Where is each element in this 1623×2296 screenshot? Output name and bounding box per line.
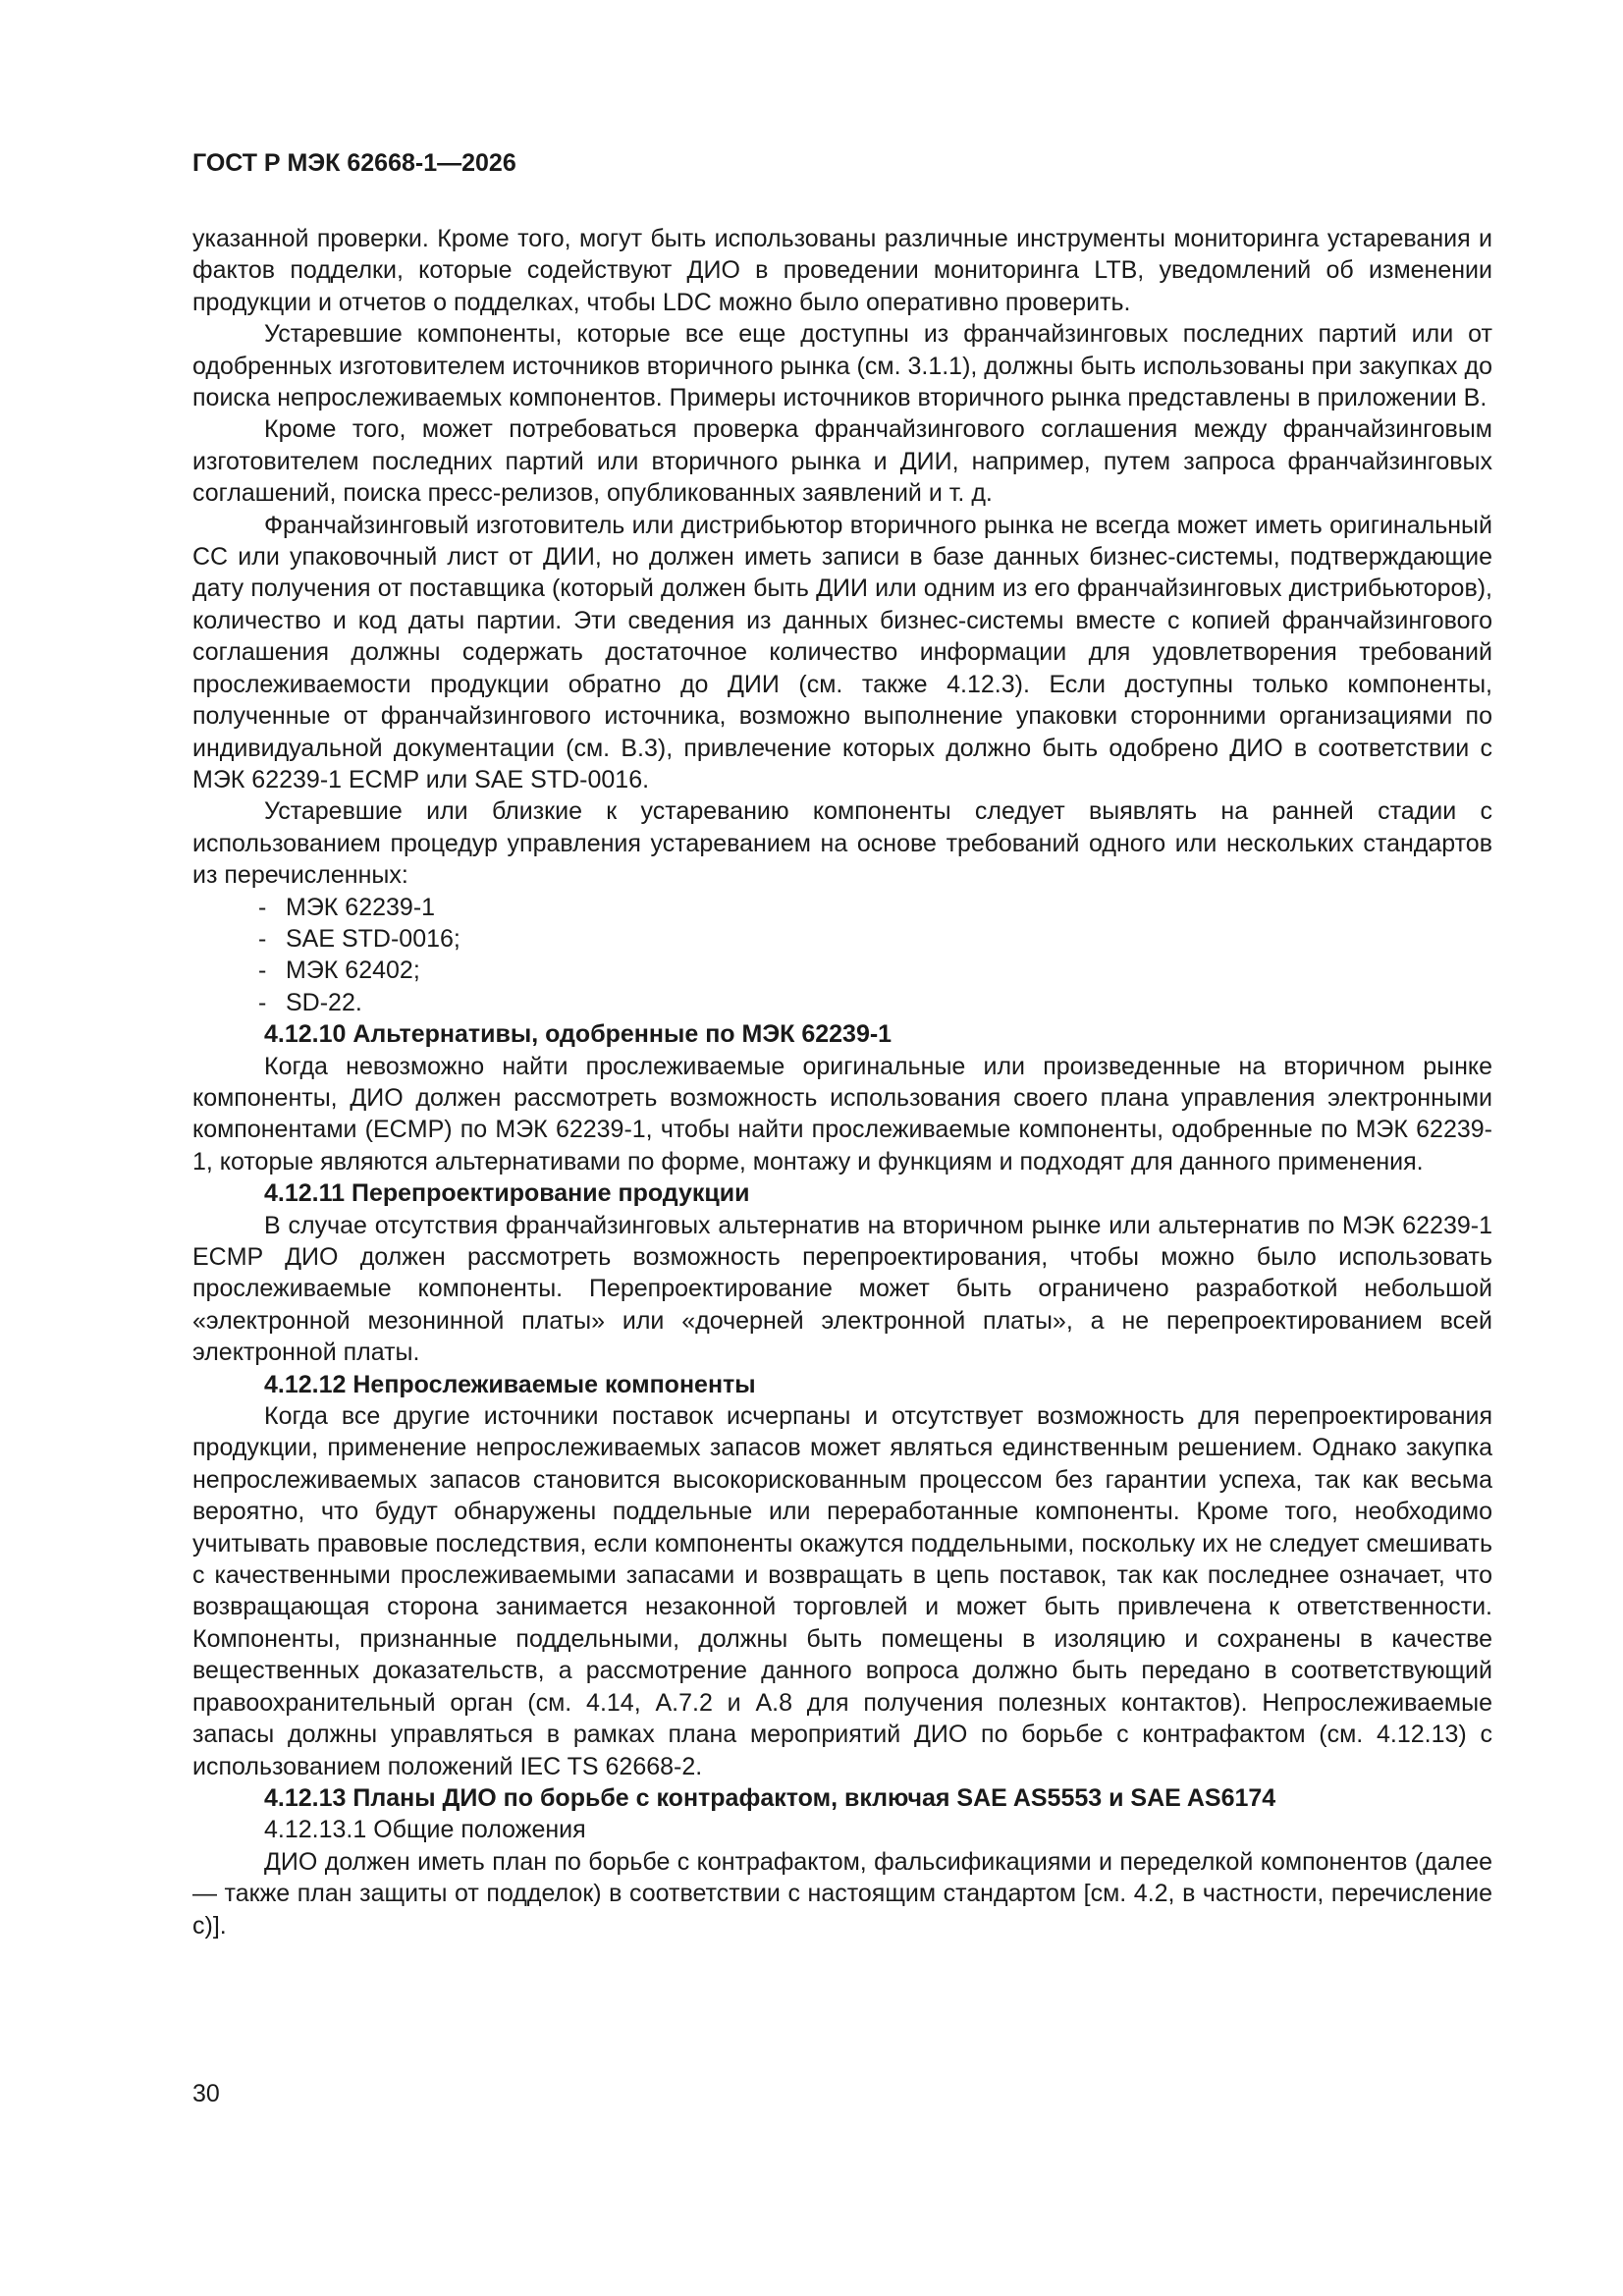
list-item-text: SAE STD-0016; xyxy=(286,924,460,953)
page-number: 30 xyxy=(192,2080,220,2107)
paragraph: Устаревшие компоненты, которые все еще доступны из франчайзинговых последних партий или от одобренных изготовителем источников вторичного рынка (см. 3.1.1), должны быть использованы при закупках до поиска непрослеживаемых компонентов. Примеры источников вторичного рынка представлены в приложении В. xyxy=(192,320,1492,412)
list-dash: - xyxy=(258,924,267,953)
paragraph: Когда все другие источники поставок исчерпаны и отсутствует возможность для перепроектирования продукции, применение непрослеживаемых запасов может являться единственным решением. Однако закупка непрослеживаемых запасов становится высокорискованным процессом без гарантии успеха, так как весьма вероятно, что будут обнаружены поддельные или переработанные компоненты. Кроме того, необходимо учитывать правовые последствия, если компоненты окажутся поддельными, поскольку их не следует смешивать с качественными прослеживаемыми запасами и возвращать в цепь поставок, так как последнее означает, что возвращающая сторона занимается незаконной торговлей и может быть привлечена к ответственности. Компоненты, признанные поддельными, должны быть помещены в изоляцию и сохранены в качестве вещественных доказательств, а рассмотрение данного вопроса должно быть передано в соответствующий правоохранительный орган (см. 4.14, А.7.2 и А.8 для получения полезных контактов). Непрослеживаемые запасы должны управляться в рамках плана мероприятий ДИО по борьбе с контрафактом (см. 4.12.13) с использованием положений IEC TS 62668-2. xyxy=(192,1402,1492,1780)
standards-list xyxy=(192,892,1492,1019)
list-dash: - xyxy=(258,893,267,921)
list-item-text: МЭК 62402; xyxy=(286,957,420,985)
document-body xyxy=(192,223,1492,1941)
section-heading: 4.12.10 Альтернативы, одобренные по МЭК 62239-1 xyxy=(264,1020,893,1049)
paragraph: ДИО должен иметь план по борьбе с контрафактом, фальсификациями и переделкой компонентов (далее — также план защиты от подделок) в соответствии с настоящим стандартом [см. 4.2, в частности, перечисление с)]. xyxy=(192,1847,1492,1940)
paragraph: Когда невозможно найти прослеживаемые оригинальные или произведенные на вторичном рынке компоненты, ДИО должен рассмотреть возможность использования своего плана управления электронными компонентами (ECMP) по МЭК 62239-1, чтобы найти прослеживаемые компоненты, одобренные по МЭК 62239-1, которые являются альтернативами по форме, монтажу и функциям и подходят для данного применения. xyxy=(192,1052,1492,1175)
document-page xyxy=(192,147,1492,1941)
paragraph: В случае отсутствия франчайзинговых альтернатив на вторичном рынке или альтернатив по МЭК 62239-1 ECMP ДИО должен рассмотреть возможность перепроектирования, чтобы можно было использовать прослеживаемые компоненты. Перепроектирование может быть ограничено разработкой небольшой «электронной мезонинной платы» или «дочерней электронной платы», а не перепроектированием всей электронной платы. xyxy=(192,1211,1492,1367)
section-heading: 4.12.11 Перепроектирование продукции xyxy=(264,1179,750,1208)
paragraph: Устаревшие или близкие к устареванию компоненты следует выявлять на ранней стадии с использованием процедур управления устареванием на основе требований одного или нескольких стандартов из перечисленных: xyxy=(192,797,1492,890)
paragraph: Кроме того, может потребоваться проверка франчайзингового соглашения между франчайзинговым изготовителем последних партий или вторичного рынка и ДИИ, например, путем запроса франчайзинговых соглашений, поиска пресс-релизов, опубликованных заявлений и т. д. xyxy=(192,415,1492,508)
section-heading: 4.12.13 Планы ДИО по борьбе с контрафактом, включая SAE AS5553 и SAE AS6174 xyxy=(264,1783,1276,1812)
list-dash: - xyxy=(258,957,267,985)
list-item xyxy=(258,892,1492,923)
list-item xyxy=(258,955,1492,986)
paragraph: Франчайзинговый изготовитель или дистрибьютор вторичного рынка не всегда может иметь оригинальный СС или упаковочный лист от ДИИ, но должен иметь записи в базе данных бизнес-системы, подтверждающие дату получения от поставщика (который должен быть ДИИ или одним из его франчайзинговых дистрибьюторов), количество и код даты партии. Эти сведения из данных бизнес-системы вместе с копией франчайзингового соглашения должны содержать достаточное количество информации для удовлетворения требований прослеживаемости продукции обратно до ДИИ (см. также 4.12.3). Если доступны только компоненты, полученные от франчайзингового источника, возможно выполнение упаковки сторонними организациями по индивидуальной документации (см. В.3), привлечение которых должно быть одобрено ДИО в соответствии с МЭК 62239-1 ECMP или SAE STD-0016. xyxy=(192,511,1492,793)
list-dash: - xyxy=(258,988,267,1016)
list-item xyxy=(258,987,1492,1018)
list-item xyxy=(258,923,1492,955)
subsection-heading: 4.12.13.1 Общие положения xyxy=(264,1816,586,1844)
list-item-text: SD-22. xyxy=(286,988,362,1016)
section-heading: 4.12.12 Непрослеживаемые компоненты xyxy=(264,1370,756,1398)
paragraph: указанной проверки. Кроме того, могут быть использованы различные инструменты мониторинга устаревания и фактов подделки, которые содействуют ДИО в проведении мониторинга LTB, уведомлений об изменении продукции и отчетов о подделках, чтобы LDC можно было оперативно проверить. xyxy=(192,225,1492,316)
page-header: ГОСТ Р МЭК 62668-1—2026 xyxy=(192,149,516,177)
list-item-text: МЭК 62239-1 xyxy=(286,893,436,921)
